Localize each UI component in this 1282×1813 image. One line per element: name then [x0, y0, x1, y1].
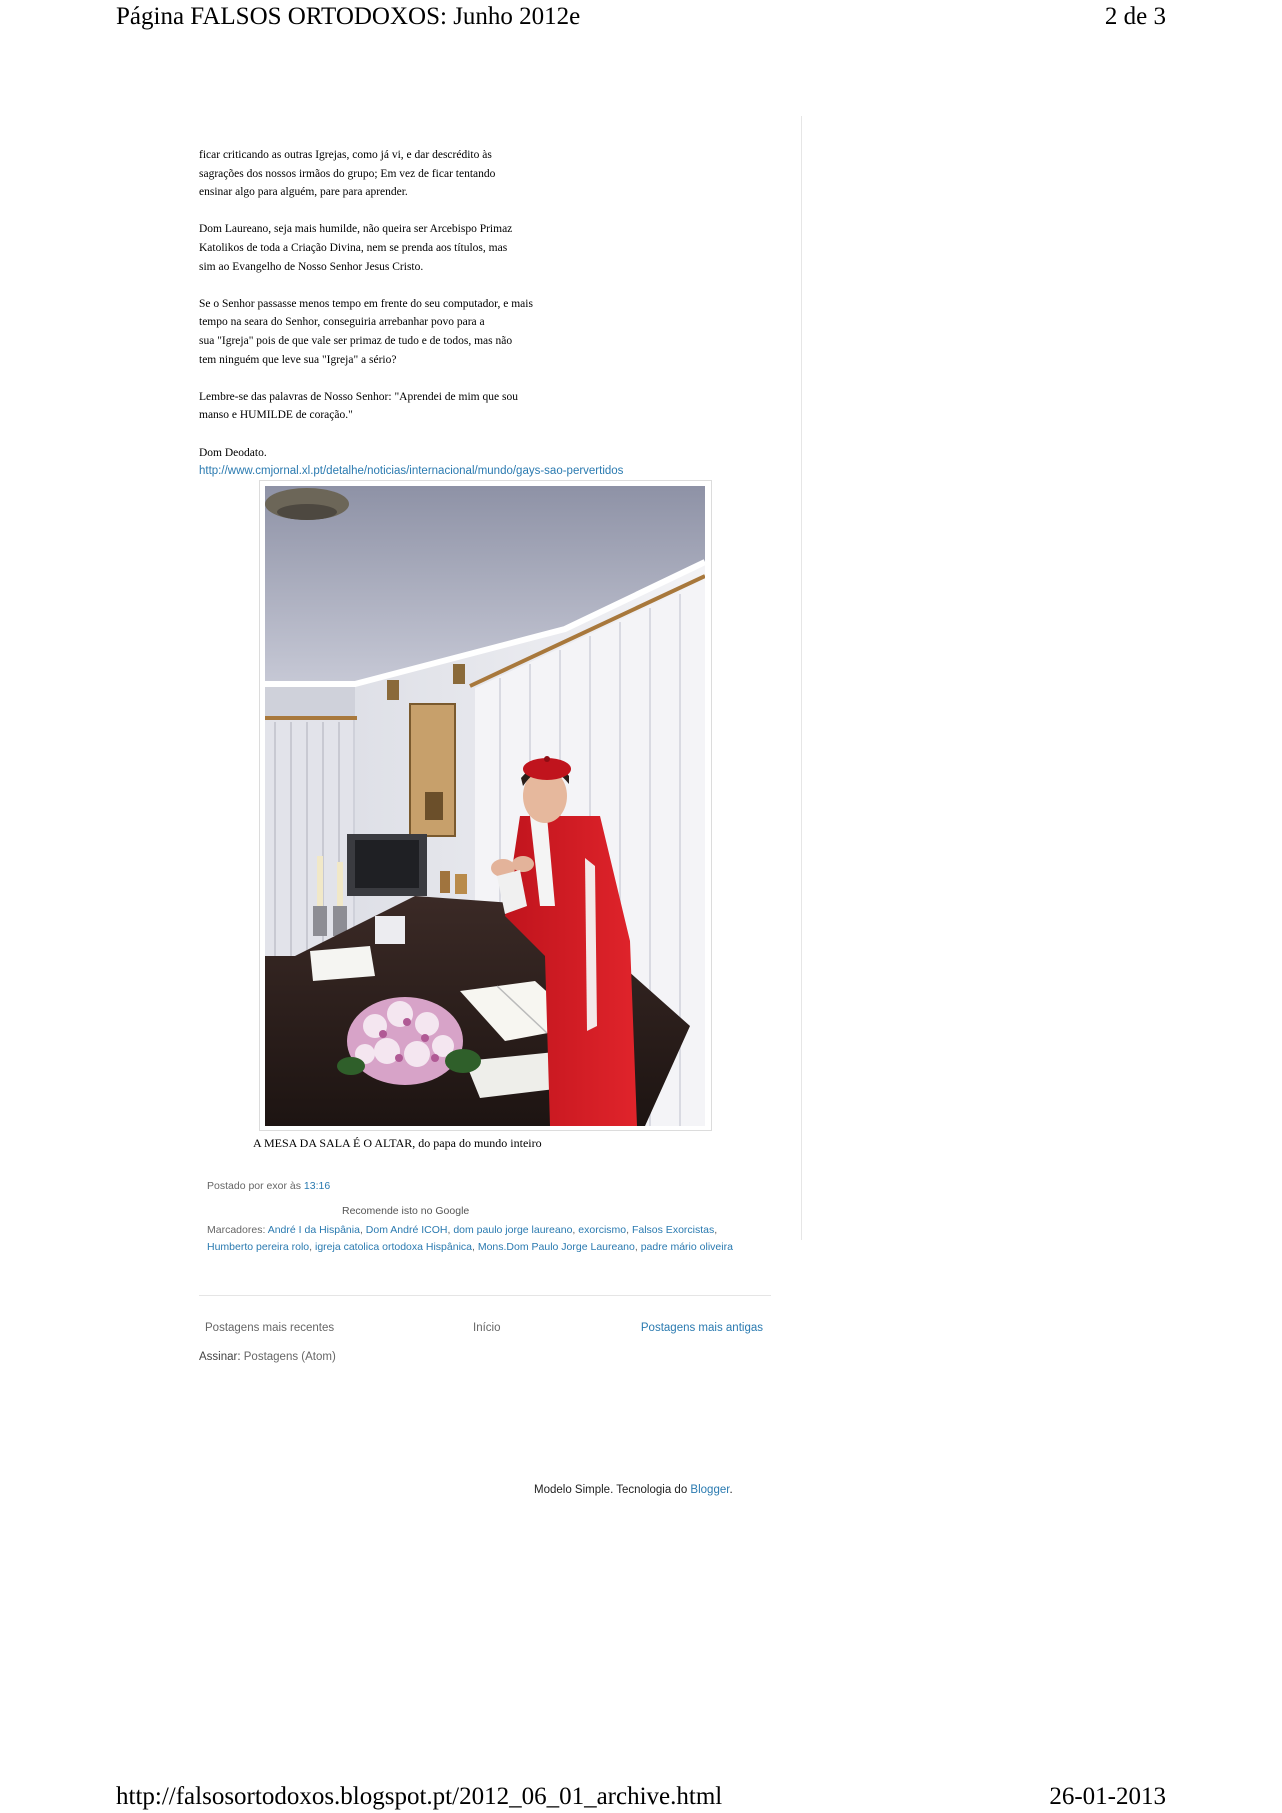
print-header-page-number: 2 de 3 [1104, 3, 1166, 30]
label-link[interactable]: padre mário oliveira [640, 1241, 733, 1253]
label-link[interactable]: dom paulo jorge laureano [453, 1224, 573, 1236]
attribution-text: Modelo Simple. Tecnologia do [534, 1484, 688, 1496]
post-labels: Marcadores: André I da Hispânia, Dom André ICOH, dom paulo jorge laureano, exorcismo, Falsos Exorcistas, Humberto pereira rolo, igreja catolica ortodoxa Hispânica, Mons.Dom Paulo Jorge Laureano, padre mário oliveira [207, 1224, 733, 1253]
recommend-google-button[interactable]: Recomende isto no Google [342, 1205, 470, 1217]
label-link[interactable]: André I da Hispânia [267, 1224, 360, 1236]
post-paragraph: Lembre-se das palavras de Nosso Senhor: "Aprendei de mim que sou manso e HUMILDE de coração." [199, 390, 518, 422]
post-paragraph: ficar criticando as outras Igrejas, como já vi, e dar descrédito às sagrações dos nossos irmãos do grupo; Em vez de ficar tentando ensinar algo para alguém, pare para aprender. [199, 149, 496, 199]
sidebar-divider [801, 116, 802, 1240]
post-timestamp-link[interactable]: 13:16 [303, 1180, 331, 1192]
post-divider [199, 1295, 771, 1296]
label-link[interactable]: Falsos Exorcistas [631, 1224, 715, 1236]
attribution-end: . [729, 1484, 733, 1496]
label-link[interactable]: igreja catolica ortodoxa Hispânica [314, 1241, 472, 1253]
label-link[interactable]: exorcismo [578, 1224, 627, 1236]
label-link[interactable]: Dom André ICOH [365, 1224, 448, 1236]
print-footer-date: 26-01-2013 [1049, 1783, 1166, 1810]
newer-posts-link[interactable]: Postagens mais recentes [205, 1322, 335, 1334]
post-signature: Dom Deodato. [199, 446, 267, 459]
blog-attribution [534, 1484, 733, 1496]
posted-by-text: Postado por exor às [207, 1180, 301, 1192]
label-link[interactable]: Humberto pereira rolo [207, 1241, 310, 1253]
subscribe-label: Assinar: [199, 1351, 241, 1363]
atom-feed-link[interactable]: Postagens (Atom) [243, 1351, 336, 1363]
post-paragraph: Dom Laureano, seja mais humilde, não queira ser Arcebispo Primaz Katolikos de toda a Criação Divina, nem se prenda aos títulos, mas sim ao Evangelho de Nosso Senhor Jesus Cristo. [199, 223, 513, 273]
post-body [199, 146, 769, 480]
print-header-title: Página FALSOS ORTODOXOS: Junho 2012e [116, 3, 581, 30]
post-photo-frame[interactable] [259, 480, 712, 1131]
label-link[interactable]: Mons.Dom Paulo Jorge Laureano [477, 1241, 635, 1253]
post-footer-author [207, 1180, 330, 1192]
print-footer-url: http://falsosortodoxos.blogspot.pt/2012_06_01_archive.html [116, 1783, 723, 1810]
post-photo [265, 486, 705, 1126]
labels-prefix: Marcadores: [207, 1224, 266, 1236]
home-link[interactable]: Início [473, 1322, 501, 1334]
news-link[interactable]: http://www.cmjornal.xl.pt/detalhe/noticias/internacional/mundo/gays-sao-pervertidos [199, 465, 624, 478]
older-posts-link[interactable]: Postagens mais antigas [640, 1322, 763, 1334]
blogger-link[interactable]: Blogger [690, 1484, 730, 1496]
photo-caption: A MESA DA SALA É O ALTAR, do papa do mundo inteiro [253, 1136, 542, 1150]
subscribe-feed [199, 1351, 336, 1363]
post-paragraph: Se o Senhor passasse menos tempo em frente do seu computador, e mais tempo na seara do Senhor, conseguiria arrebanhar povo para a sua "Igreja" pois de que vale ser primaz de tudo e de todos, mas não tem ninguém que leve sua "Igreja" a sério? [199, 297, 533, 366]
